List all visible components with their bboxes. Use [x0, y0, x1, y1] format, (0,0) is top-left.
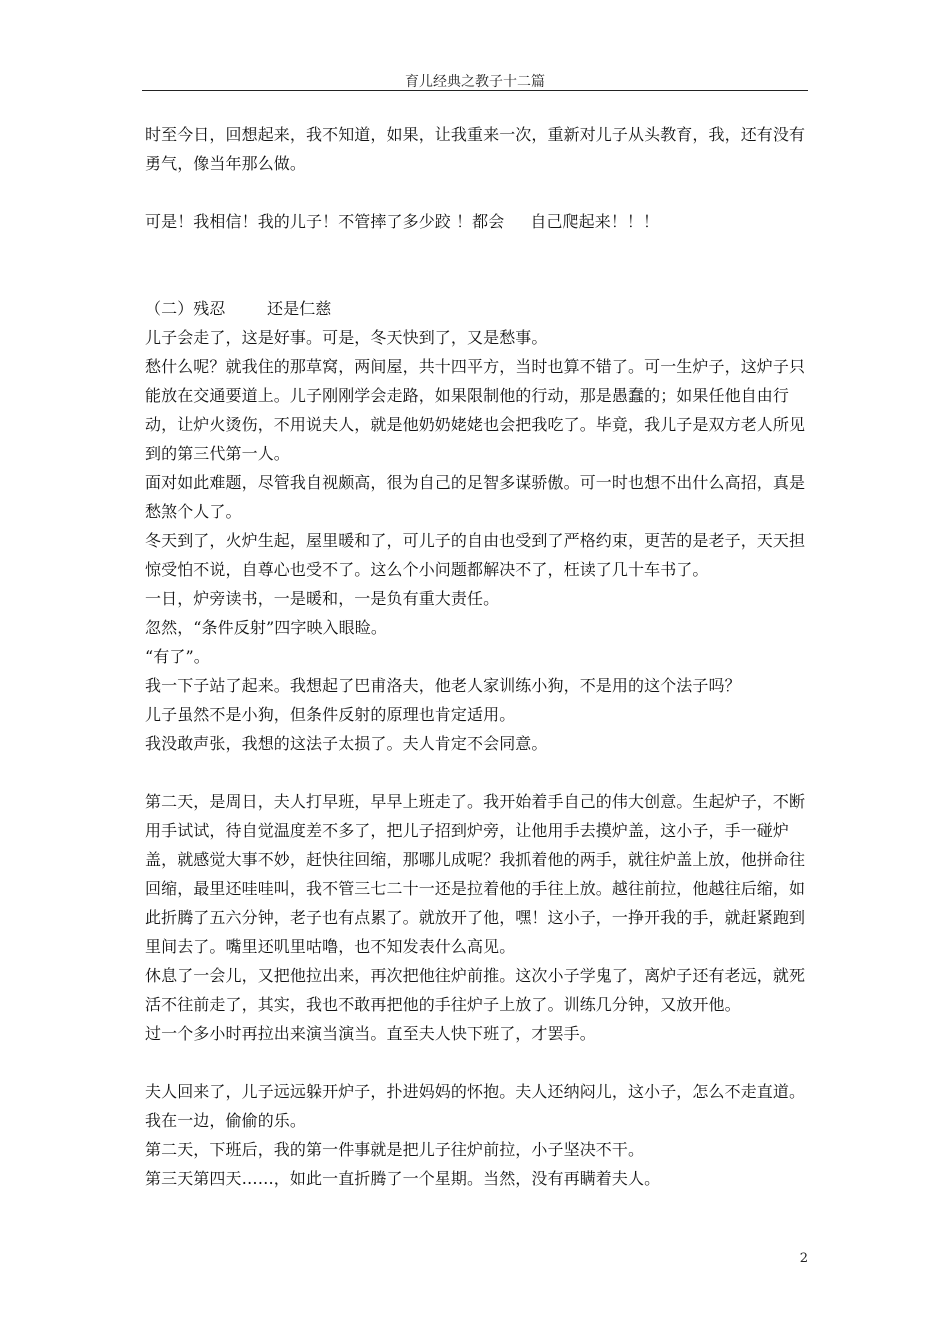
paragraph: “有了”。 [145, 647, 210, 666]
paragraph: 一日，炉旁读书，一是暖和，一是负有重大责任。 [145, 589, 500, 608]
paragraph: 可是！我相信！我的儿子！不管摔了多少跤 ！都会 自己爬起来！！！ [145, 212, 660, 231]
paragraph: 愁什么呢？就我住的那草窝，两间屋，共十四平方，当时也算不错了。可一生炉子，这炉子只能放在交通要道上。儿子刚刚学会走路，如果限制他的行动，那是愚蠢的；如果任他自由行动，让炉火烫伤，不用说夫人，就是他奶奶姥姥也会把我吃了。毕竟，我儿子是双方老人所见到的第三代第一人。 [145, 357, 806, 463]
paragraph-spacer [145, 758, 809, 787]
paragraph-spacer [145, 236, 809, 294]
paragraph: 第二天，下班后，我的第一件事就是把儿子往炉前拉，小子坚决不干。 [145, 1140, 645, 1159]
page-number: 2 [799, 1251, 808, 1266]
section-heading: （二）残忍 还是仁慈 [145, 299, 332, 318]
header-divider [142, 90, 808, 91]
document-body [145, 120, 809, 1193]
paragraph: 休息了一会儿，又把他拉出来，再次把他往炉前推。这次小子学鬼了，离炉子还有老远，就死活不往前走了，其实，我也不敢再把他的手往炉子上放了。训练几分钟，又放开他。 [145, 966, 806, 1014]
paragraph: 第三天第四天……，如此一直折腾了一个星期。当然，没有再瞒着夫人。 [145, 1169, 661, 1188]
paragraph: 忽然，“条件反射”四字映入眼睑。 [145, 618, 387, 637]
paragraph: 我一下子站了起来。我想起了巴甫洛夫，他老人家训练小狗，不是用的这个法子吗？ [145, 676, 741, 695]
paragraph: 冬天到了，火炉生起，屋里暖和了，可儿子的自由也受到了严格约束，更苦的是老子，天天担惊受怕不说，自尊心也受不了。这么个小问题都解决不了，枉读了几十车书了。 [145, 531, 806, 579]
paragraph-spacer [145, 1048, 809, 1077]
page-header-title: 育儿经典之教子十二篇 [405, 74, 545, 90]
paragraph: 过一个多小时再拉出来演当演当。直至夫人快下班了，才罢手。 [145, 1024, 596, 1043]
paragraph: 儿子虽然不是小狗，但条件反射的原理也肯定适用。 [145, 705, 516, 724]
paragraph: 我没敢声张，我想的这法子太损了。夫人肯定不会同意。 [145, 734, 548, 753]
paragraph: 儿子会走了，这是好事。可是，冬天快到了，又是愁事。 [145, 328, 548, 347]
paragraph: 面对如此难题，尽管我自视颇高，很为自己的足智多谋骄傲。可一时也想不出什么高招，真是愁煞个人了。 [145, 473, 806, 521]
paragraph-spacer [145, 178, 809, 207]
paragraph: 时至今日，回想起来，我不知道，如果，让我重来一次，重新对儿子从头教育，我，还有没有勇气，像当年那么做。 [145, 125, 806, 173]
paragraph: 夫人回来了，儿子远远躲开炉子，扑进妈妈的怀抱。夫人还纳闷儿，这小子，怎么不走直道。我在一边，偷偷的乐。 [145, 1082, 806, 1130]
paragraph: 第二天，是周日，夫人打早班，早早上班走了。我开始着手自己的伟大创意。生起炉子，不断用手试试，待自觉温度差不多了，把儿子招到炉旁，让他用手去摸炉盖，这小子，手一碰炉盖，就感觉大事不妙，赶快往回缩，那哪儿成呢？我抓着他的两手，就往炉盖上放，他拼命往回缩，最里还哇哇叫，我不管三七二十一还是拉着他的手往上放。越往前拉，他越往后缩，如此折腾了五六分钟，老子也有点累了。就放开了他，嘿！这小子，一挣开我的手，就赶紧跑到里间去了。嘴里还叽里咕噜，也不知发表什么高见。 [145, 792, 806, 956]
